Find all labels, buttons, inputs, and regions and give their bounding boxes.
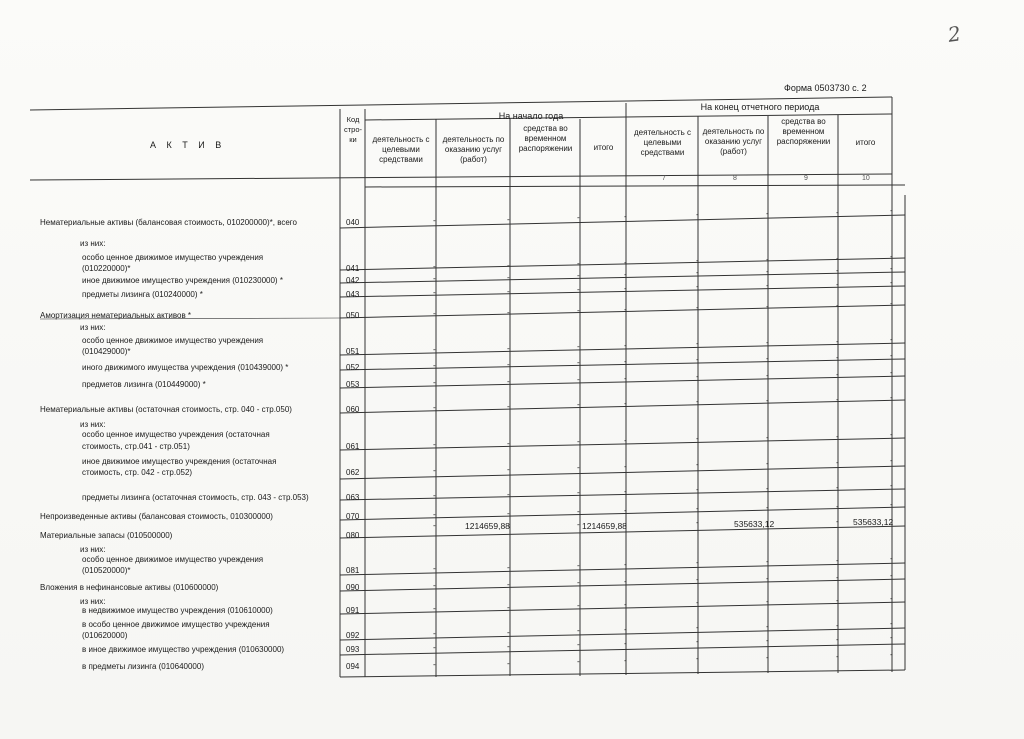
empty-cell-dash: - xyxy=(766,484,769,493)
empty-cell-dash: - xyxy=(624,269,627,279)
empty-cell-dash: - xyxy=(836,516,839,526)
empty-cell-dash: - xyxy=(836,431,839,441)
empty-cell-dash: - xyxy=(836,457,839,467)
empty-cell-dash: - xyxy=(890,335,893,345)
row-code: 043 xyxy=(346,290,360,299)
empty-cell-dash: - xyxy=(766,653,769,662)
empty-cell-dash: - xyxy=(577,437,580,447)
empty-cell-dash: - xyxy=(624,559,627,569)
empty-cell-dash: - xyxy=(890,430,893,440)
row-label: иное движимое имущество учреждения (010230000) * xyxy=(82,276,283,285)
row-label: Амортизация нематериальных активов * xyxy=(40,311,192,320)
empty-cell-dash: - xyxy=(507,508,510,518)
empty-cell-dash: - xyxy=(766,267,769,276)
empty-cell-dash: - xyxy=(696,268,699,278)
empty-cell-dash: - xyxy=(577,285,580,295)
row-code: 040 xyxy=(346,218,360,227)
empty-cell-dash: - xyxy=(696,623,699,633)
empty-cell-dash: - xyxy=(624,356,627,366)
row-code: 093 xyxy=(346,645,360,654)
empty-cell-dash: - xyxy=(696,372,699,382)
empty-cell-dash: - xyxy=(433,521,436,530)
row-code: 092 xyxy=(346,631,360,640)
empty-cell-dash: - xyxy=(696,355,699,365)
empty-cell-dash: - xyxy=(507,401,510,411)
empty-cell-dash: - xyxy=(577,271,580,281)
row-label: предметов лизинга (010449000) * xyxy=(82,380,206,389)
empty-cell-dash: - xyxy=(836,300,839,310)
end-of-period-header: На конец отчетного периода xyxy=(700,102,820,112)
empty-cell-dash: - xyxy=(624,211,627,221)
assets-heading: А К Т И В xyxy=(150,140,226,150)
empty-cell-dash: - xyxy=(836,265,839,275)
empty-cell-dash: - xyxy=(577,507,580,517)
empty-cell-dash: - xyxy=(577,561,580,571)
empty-cell-dash: - xyxy=(766,557,769,566)
empty-cell-dash: - xyxy=(836,501,839,511)
empty-cell-dash: - xyxy=(696,282,699,292)
row-label: иного движимого имущества учреждения (010439000) * xyxy=(82,363,289,372)
empty-cell-dash: - xyxy=(624,599,627,609)
col-header-5: средства во временном распоряжении xyxy=(518,124,573,153)
empty-cell-dash: - xyxy=(507,286,510,296)
empty-cell-dash: - xyxy=(433,440,436,449)
empty-cell-dash: - xyxy=(507,627,510,637)
empty-cell-dash: - xyxy=(577,306,580,316)
empty-cell-dash: - xyxy=(890,206,893,216)
empty-cell-dash: - xyxy=(433,629,436,638)
empty-cell-dash: - xyxy=(890,481,893,491)
row-label: из них: xyxy=(80,323,106,332)
row-label: Нематериальные активы (остаточная стоимость, стр. 040 - стр.050) xyxy=(40,405,292,414)
row-code: 094 xyxy=(346,662,360,671)
empty-cell-dash: - xyxy=(507,562,510,572)
row-code: 041 xyxy=(346,264,360,273)
row-label: из них: xyxy=(80,545,106,554)
row-label: Материальные запасы (010500000) xyxy=(40,531,173,540)
empty-cell-dash: - xyxy=(624,576,627,586)
empty-cell-dash: - xyxy=(890,571,893,581)
empty-cell-dash: - xyxy=(696,518,699,528)
empty-cell-dash: - xyxy=(890,368,893,378)
row-label: (010429000)* xyxy=(82,347,131,356)
empty-cell-dash: - xyxy=(696,397,699,407)
page-number-mark: 2 xyxy=(946,21,963,47)
col-header-3: деятельность с целевыми средствами xyxy=(372,135,430,164)
row-label: (010220000)* xyxy=(82,264,131,273)
empty-cell-dash: - xyxy=(577,657,580,667)
row-label: (010520000)* xyxy=(82,566,131,575)
empty-cell-dash: - xyxy=(890,252,893,262)
empty-cell-dash: - xyxy=(836,572,839,582)
row-label: предметы лизинга (остаточная стоимость, стр. 043 - стр.053) xyxy=(82,493,309,502)
empty-cell-dash: - xyxy=(836,620,839,630)
empty-cell-dash: - xyxy=(836,595,839,605)
empty-cell-dash: - xyxy=(766,597,769,606)
empty-cell-dash: - xyxy=(696,210,699,220)
row-label: иное движимое имущество учреждения (остаточная xyxy=(82,457,277,466)
empty-cell-dash: - xyxy=(836,253,839,263)
empty-cell-dash: - xyxy=(836,482,839,492)
row-label: особо ценное движимое имущество учреждения xyxy=(82,253,264,262)
empty-cell-dash: - xyxy=(696,575,699,585)
row-label: (010620000) xyxy=(82,631,128,640)
empty-cell-dash: - xyxy=(766,433,769,442)
value-080-col4: 1214659,88 xyxy=(465,521,510,531)
empty-cell-dash: - xyxy=(696,637,699,647)
empty-cell-dash: - xyxy=(577,375,580,385)
empty-cell-dash: - xyxy=(890,393,893,403)
empty-cell-dash: - xyxy=(433,604,436,613)
empty-cell-dash: - xyxy=(577,519,580,529)
empty-cell-dash: - xyxy=(507,272,510,282)
empty-cell-dash: - xyxy=(507,214,510,224)
empty-cell-dash: - xyxy=(433,345,436,354)
row-code: 080 xyxy=(346,531,360,540)
row-label: стоимость, стр.041 - стр.051) xyxy=(82,442,190,451)
empty-cell-dash: - xyxy=(433,274,436,283)
empty-cell-dash: - xyxy=(624,505,627,515)
row-code: 062 xyxy=(346,468,360,477)
row-label: из них: xyxy=(80,597,106,606)
empty-cell-dash: - xyxy=(433,660,436,669)
col-number-8: 8 xyxy=(733,175,737,182)
empty-cell-dash: - xyxy=(507,343,510,353)
col-header-8: деятельность по оказанию услуг (работ) xyxy=(702,127,765,156)
empty-cell-dash: - xyxy=(836,634,839,644)
empty-cell-dash: - xyxy=(696,303,699,313)
empty-cell-dash: - xyxy=(624,461,627,471)
row-label: в особо ценное движимое имущество учреждения xyxy=(82,620,270,629)
empty-cell-dash: - xyxy=(696,460,699,470)
empty-cell-dash: - xyxy=(507,464,510,474)
col-header-10: итого xyxy=(855,138,876,147)
empty-cell-dash: - xyxy=(766,302,769,311)
empty-cell-dash: - xyxy=(577,488,580,498)
empty-cell-dash: - xyxy=(696,504,699,514)
empty-cell-dash: - xyxy=(577,259,580,269)
empty-cell-dash: - xyxy=(433,643,436,652)
empty-cell-dash: - xyxy=(766,574,769,583)
row-label: особо ценное движимое имущество учреждения xyxy=(82,336,264,345)
empty-cell-dash: - xyxy=(890,299,893,309)
row-label: особо ценное движимое имущество учреждения xyxy=(82,555,264,564)
empty-cell-dash: - xyxy=(507,438,510,448)
empty-cell-dash: - xyxy=(507,359,510,369)
empty-cell-dash: - xyxy=(766,459,769,468)
value-080-col8: 535633,12 xyxy=(734,519,775,529)
code-header: Код стро- ки xyxy=(343,115,363,144)
empty-cell-dash: - xyxy=(766,255,769,264)
empty-cell-dash: - xyxy=(577,342,580,352)
row-code: 091 xyxy=(346,606,360,615)
empty-cell-dash: - xyxy=(766,622,769,631)
empty-cell-dash: - xyxy=(624,655,627,665)
empty-cell-dash: - xyxy=(577,463,580,473)
empty-cell-dash: - xyxy=(433,466,436,475)
empty-cell-dash: - xyxy=(836,207,839,217)
empty-cell-dash: - xyxy=(507,489,510,499)
col-header-4: деятельность по оказанию услуг (работ) xyxy=(442,135,505,164)
empty-cell-dash: - xyxy=(696,339,699,349)
empty-cell-dash: - xyxy=(433,581,436,590)
empty-cell-dash: - xyxy=(624,340,627,350)
empty-cell-dash: - xyxy=(577,400,580,410)
empty-cell-dash: - xyxy=(696,256,699,266)
empty-cell-dash: - xyxy=(507,658,510,668)
empty-cell-dash: - xyxy=(766,338,769,347)
empty-cell-dash: - xyxy=(890,619,893,629)
row-code: 060 xyxy=(346,405,360,414)
col-number-7: 7 xyxy=(662,175,666,182)
row-label: предметы лизинга (010240000) * xyxy=(82,290,203,299)
row-code: 042 xyxy=(346,276,360,285)
empty-cell-dash: - xyxy=(890,633,893,643)
col-header-7: деятельность с целевыми средствами xyxy=(634,128,691,157)
empty-cell-dash: - xyxy=(836,279,839,289)
empty-cell-dash: - xyxy=(577,578,580,588)
row-code: 081 xyxy=(346,566,360,575)
value-080-col10: 535633,12 xyxy=(853,517,894,527)
empty-cell-dash: - xyxy=(766,503,769,512)
form-label: Форма 0503730 с. 2 xyxy=(784,83,867,93)
empty-cell-dash: - xyxy=(890,500,893,510)
empty-cell-dash: - xyxy=(624,486,627,496)
empty-cell-dash: - xyxy=(433,491,436,500)
empty-cell-dash: - xyxy=(890,456,893,466)
empty-cell-dash: - xyxy=(890,554,893,564)
empty-cell-dash: - xyxy=(766,209,769,218)
row-code: 063 xyxy=(346,493,360,502)
empty-cell-dash: - xyxy=(577,640,580,650)
empty-cell-dash: - xyxy=(433,216,436,225)
empty-cell-dash: - xyxy=(577,213,580,223)
empty-cell-dash: - xyxy=(577,601,580,611)
empty-cell-dash: - xyxy=(766,371,769,380)
empty-cell-dash: - xyxy=(433,564,436,573)
row-label: в иное движимое имущество учреждения (010630000) xyxy=(82,645,285,654)
empty-cell-dash: - xyxy=(624,373,627,383)
empty-cell-dash: - xyxy=(766,281,769,290)
start-of-year-header: На начало года xyxy=(498,111,564,121)
empty-cell-dash: - xyxy=(696,654,699,664)
empty-cell-dash: - xyxy=(836,651,839,661)
empty-cell-dash: - xyxy=(507,307,510,317)
empty-cell-dash: - xyxy=(890,264,893,274)
row-code: 050 xyxy=(346,311,360,320)
empty-cell-dash: - xyxy=(624,638,627,648)
row-label: Непроизведенные активы (балансовая стоимость, 010300000) xyxy=(40,512,273,521)
empty-cell-dash: - xyxy=(696,434,699,444)
empty-cell-dash: - xyxy=(624,398,627,408)
empty-cell-dash: - xyxy=(433,288,436,297)
empty-cell-dash: - xyxy=(836,352,839,362)
row-code: 070 xyxy=(346,512,360,521)
empty-cell-dash: - xyxy=(890,650,893,660)
col-number-10: 10 xyxy=(862,175,870,182)
empty-cell-dash: - xyxy=(433,403,436,412)
row-label: стоимость, стр. 042 - стр.052) xyxy=(82,468,193,477)
empty-cell-dash: - xyxy=(624,624,627,634)
row-code: 061 xyxy=(346,442,360,451)
row-label: Вложения в нефинансовые активы (010600000) xyxy=(40,583,219,592)
empty-cell-dash: - xyxy=(696,485,699,495)
empty-cell-dash: - xyxy=(696,598,699,608)
empty-cell-dash: - xyxy=(433,510,436,519)
empty-cell-dash: - xyxy=(624,304,627,314)
empty-cell-dash: - xyxy=(577,626,580,636)
empty-cell-dash: - xyxy=(766,396,769,405)
empty-cell-dash: - xyxy=(836,555,839,565)
empty-cell-dash: - xyxy=(577,358,580,368)
empty-cell-dash: - xyxy=(433,378,436,387)
empty-cell-dash: - xyxy=(766,354,769,363)
empty-cell-dash: - xyxy=(836,336,839,346)
row-label: в предметы лизинга (010640000) xyxy=(82,662,204,671)
empty-cell-dash: - xyxy=(624,257,627,267)
empty-cell-dash: - xyxy=(433,309,436,318)
row-label: в недвижимое имущество учреждения (010610000) xyxy=(82,606,273,615)
row-code: 052 xyxy=(346,363,360,372)
empty-cell-dash: - xyxy=(507,260,510,270)
col-header-9: средства во временном распоряжении xyxy=(776,117,831,146)
row-label: Нематериальные активы (балансовая стоимость, 010200000)*, всего xyxy=(40,218,297,227)
col-header-6: итого xyxy=(593,143,614,152)
empty-cell-dash: - xyxy=(507,641,510,651)
empty-cell-dash: - xyxy=(890,278,893,288)
empty-cell-dash: - xyxy=(433,262,436,271)
row-label: из них: xyxy=(80,239,106,248)
empty-cell-dash: - xyxy=(507,602,510,612)
row-label: из них: xyxy=(80,420,106,429)
row-code: 051 xyxy=(346,347,360,356)
col-number-9: 9 xyxy=(804,175,808,182)
empty-cell-dash: - xyxy=(890,351,893,361)
empty-cell-dash: - xyxy=(624,435,627,445)
empty-cell-dash: - xyxy=(507,579,510,589)
row-code: 090 xyxy=(346,583,360,592)
value-080-col6: 1214659,88 xyxy=(582,521,627,531)
empty-cell-dash: - xyxy=(624,283,627,293)
row-label: особо ценное имущество учреждения (остаточная xyxy=(82,430,270,439)
empty-cell-dash: - xyxy=(890,594,893,604)
empty-cell-dash: - xyxy=(507,376,510,386)
empty-cell-dash: - xyxy=(836,394,839,404)
empty-cell-dash: - xyxy=(696,558,699,568)
empty-cell-dash: - xyxy=(836,369,839,379)
empty-cell-dash: - xyxy=(433,361,436,370)
empty-cell-dash: - xyxy=(766,636,769,645)
row-code: 053 xyxy=(346,380,360,389)
